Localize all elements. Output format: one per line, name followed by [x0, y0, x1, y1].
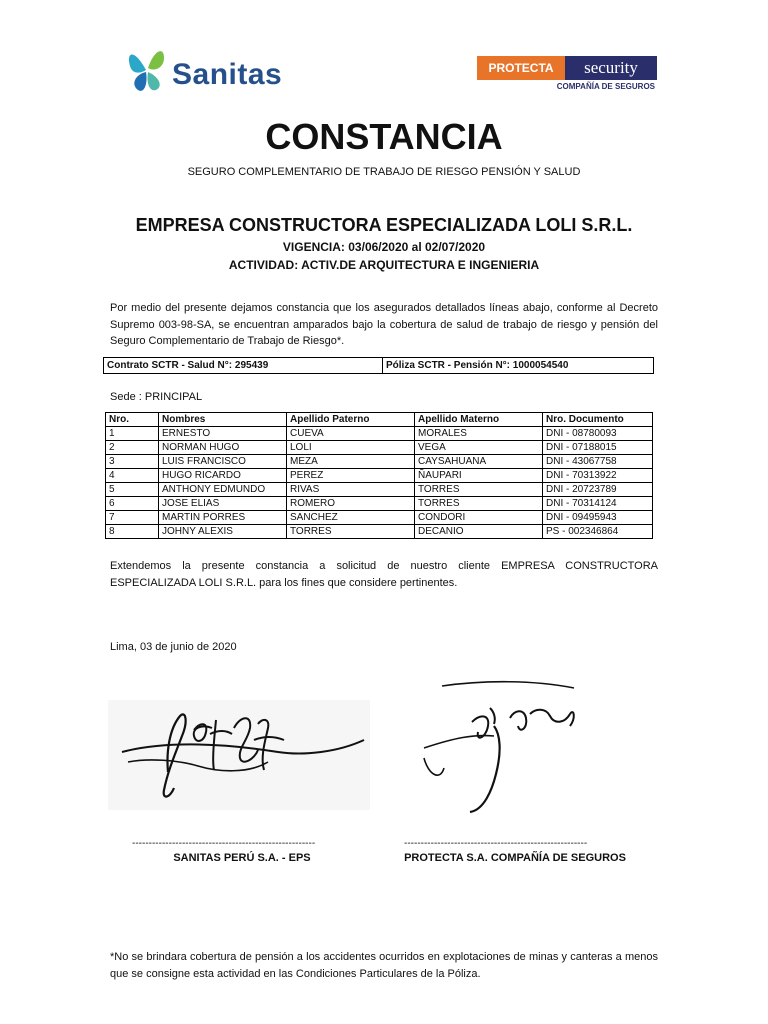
table-row — [106, 455, 653, 469]
protecta-logo — [477, 56, 657, 98]
cell-nro: 2 — [106, 441, 159, 455]
cell-apellido-paterno: ROMERO — [287, 497, 415, 511]
cell-apellido-materno: TORRES — [415, 483, 543, 497]
cell-apellido-paterno: CUEVA — [287, 427, 415, 441]
poliza-pension: Póliza SCTR - Pensión N°: 1000054540 — [386, 360, 569, 371]
cell-nombres: ERNESTO — [159, 427, 287, 441]
header-apellido-paterno: Apellido Paterno — [287, 413, 415, 427]
document-title: CONSTANCIA — [265, 116, 503, 157]
sanitas-logo-text: Sanitas — [172, 58, 283, 91]
cell-nombres: LUIS FRANCISCO — [159, 455, 287, 469]
cell-apellido-paterno: MEZA — [287, 455, 415, 469]
cell-documento: PS - 002346864 — [543, 525, 653, 539]
header-nro: Nro. — [106, 413, 159, 427]
cell-apellido-materno: DECANIO — [415, 525, 543, 539]
header-apellido-materno: Apellido Materno — [415, 413, 543, 427]
cell-apellido-materno: ÑAUPARI — [415, 469, 543, 483]
actividad: ACTIVIDAD: ACTIV.DE ARQUITECTURA E INGENIERIA — [228, 258, 540, 272]
cell-documento: DNI - 08780093 — [543, 427, 653, 441]
table-row — [106, 427, 653, 441]
cell-nombres: HUGO RICARDO — [159, 469, 287, 483]
signer-right: PROTECTA S.A. COMPAÑÍA DE SEGUROS — [404, 852, 626, 864]
table-header-row — [106, 413, 653, 427]
header-nombres: Nombres — [159, 413, 287, 427]
signature-right-image — [414, 678, 584, 818]
cell-nombres: JOHNY ALEXIS — [159, 525, 287, 539]
cell-nro: 8 — [106, 525, 159, 539]
cell-apellido-materno: VEGA — [415, 441, 543, 455]
cell-nombres: MARTIN PORRES — [159, 511, 287, 525]
intro-paragraph: Por medio del presente dejamos constancia que los asegurados detallados líneas abajo, conforme al Decreto Supremo 003-98-SA, se encuentran amparados bajo la cobertura de salud de trabajo de riesgo y pensión del Seguro Complementario de Trabajo de Riesgo*. — [110, 302, 658, 347]
cell-apellido-materno: TORRES — [415, 497, 543, 511]
cell-apellido-materno: CONDORI — [415, 511, 543, 525]
cell-apellido-materno: MORALES — [415, 427, 543, 441]
cell-documento: DNI - 09495943 — [543, 511, 653, 525]
cell-nro: 7 — [106, 511, 159, 525]
header-nro-documento: Nro. Documento — [543, 413, 653, 427]
cell-apellido-materno: CAYSAHUANA — [415, 455, 543, 469]
sanitas-logo — [124, 44, 284, 100]
table-row — [106, 441, 653, 455]
signature-line-left: ------------------------------------------------------- — [132, 838, 316, 849]
cell-nombres: ANTHONY EDMUNDO — [159, 483, 287, 497]
company-name: EMPRESA CONSTRUCTORA ESPECIALIZADA LOLI S.R.L. — [135, 215, 633, 235]
cell-nombres: JOSE ELIAS — [159, 497, 287, 511]
document-subtitle: SEGURO COMPLEMENTARIO DE TRABAJO DE RIESGO PENSIÓN Y SALUD — [187, 166, 581, 178]
cell-apellido-paterno: SANCHEZ — [287, 511, 415, 525]
cell-nro: 6 — [106, 497, 159, 511]
cell-nro: 5 — [106, 483, 159, 497]
protecta-logo-right: security — [565, 56, 657, 80]
table-row — [106, 525, 653, 539]
sede-label: Sede : PRINCIPAL — [110, 391, 203, 403]
sanitas-butterfly-icon — [124, 44, 170, 96]
vigencia: VIGENCIA: 03/06/2020 al 02/07/2020 — [282, 240, 486, 254]
protecta-logo-subtitle: COMPAÑÍA DE SEGUROS — [556, 82, 655, 91]
protecta-logo-left: PROTECTA — [477, 56, 565, 80]
contrato-salud: Contrato SCTR - Salud N°: 295439 — [104, 358, 383, 373]
cell-apellido-paterno: TORRES — [287, 525, 415, 539]
contract-box — [103, 357, 654, 374]
cell-nro: 3 — [106, 455, 159, 469]
signature-left-image — [108, 700, 370, 810]
table-row — [106, 469, 653, 483]
cell-documento: DNI - 70314124 — [543, 497, 653, 511]
place-date: Lima, 03 de junio de 2020 — [110, 641, 237, 653]
closing-paragraph: Extendemos la presente constancia a solicitud de nuestro cliente EMPRESA CONSTRUCTORA ESPECIALIZADA LOLI S.R.L. para los fines que considere pertinentes. — [110, 560, 658, 589]
cell-nro: 1 — [106, 427, 159, 441]
cell-apellido-paterno: RIVAS — [287, 483, 415, 497]
cell-nombres: NORMAN HUGO — [159, 441, 287, 455]
insured-table — [105, 412, 653, 539]
table-row — [106, 511, 653, 525]
table-row — [106, 483, 653, 497]
cell-documento: DNI - 70313922 — [543, 469, 653, 483]
cell-documento: DNI - 07188015 — [543, 441, 653, 455]
cell-documento: DNI - 43067758 — [543, 455, 653, 469]
cell-apellido-paterno: LOLI — [287, 441, 415, 455]
table-row — [106, 497, 653, 511]
signer-left: SANITAS PERÚ S.A. - EPS — [173, 852, 311, 864]
cell-apellido-paterno: PEREZ — [287, 469, 415, 483]
footnote: *No se brindara cobertura de pensión a los accidentes ocurridos en explotaciones de minas y canteras a menos que se consigne esta actividad en las Condiciones Particulares de la Póliza. — [110, 951, 658, 980]
cell-nro: 4 — [106, 469, 159, 483]
cell-documento: DNI - 20723789 — [543, 483, 653, 497]
signature-line-right: ------------------------------------------------------- — [404, 838, 588, 849]
